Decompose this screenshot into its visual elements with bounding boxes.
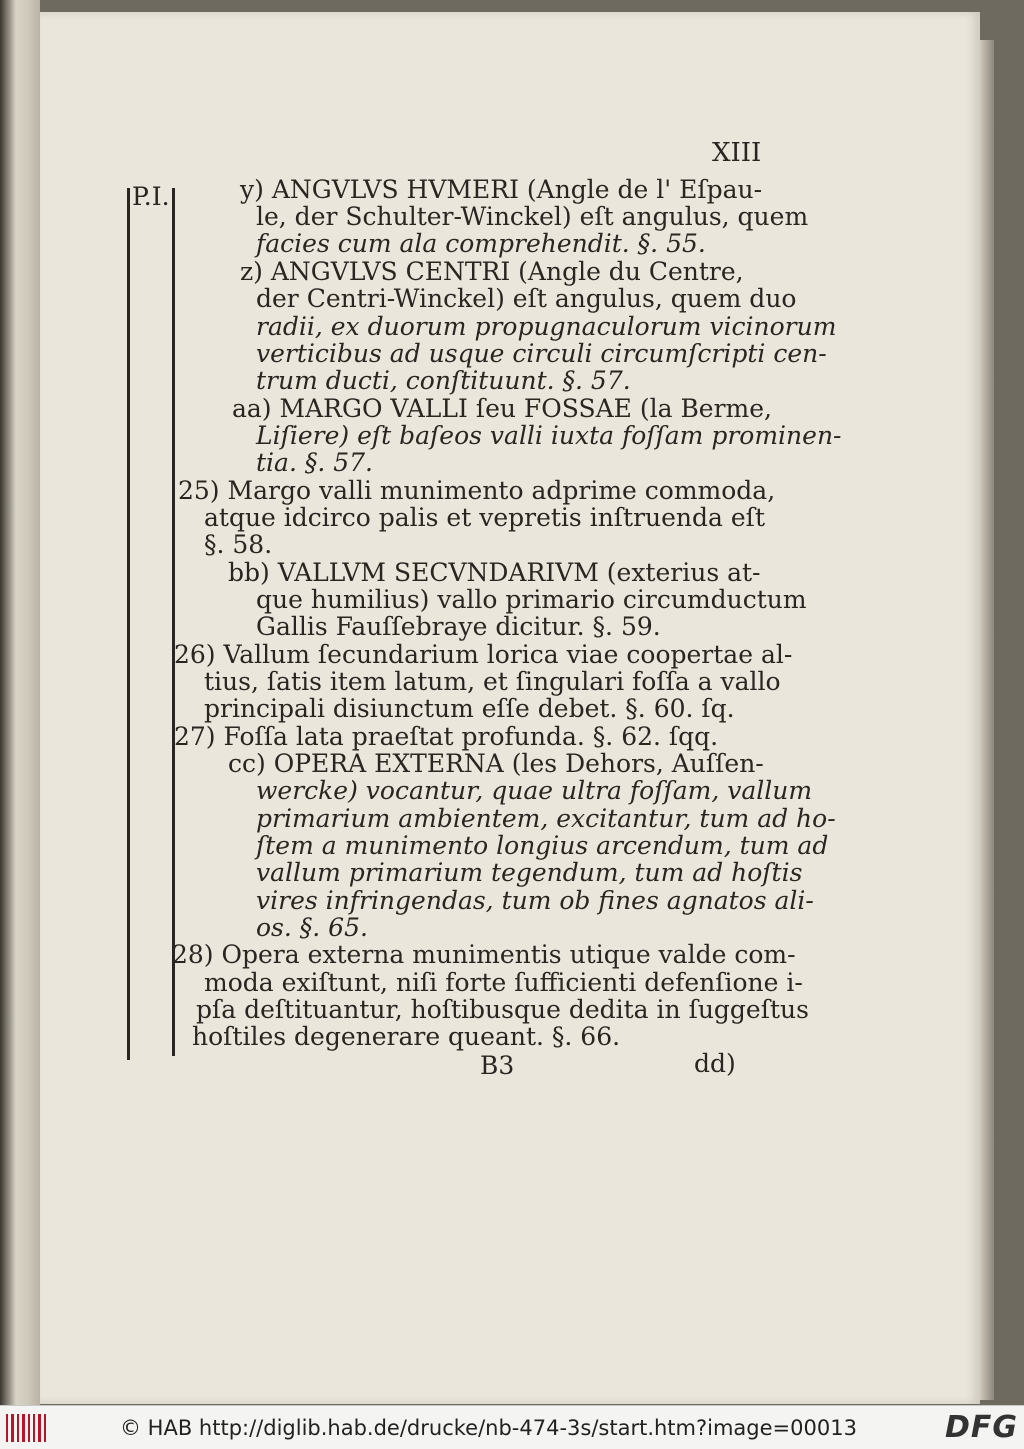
text-line: trum ducti, conſtituunt. §. 57.: [256, 366, 631, 395]
text-line: primarium ambientem, excitantur, tum ad ho-: [256, 804, 836, 833]
text-line: tia. §. 57.: [256, 448, 373, 477]
text-line: le, der Schulter-Winckel) eſt angulus, quem: [256, 202, 809, 231]
text-line: Gallis Fauſſebraye dicitur. §. 59.: [256, 612, 661, 641]
text-line: 27) Foſſa lata praeſtat profunda. §. 62. ſqq.: [174, 722, 719, 751]
text-line: vallum primarium tegendum, tum ad hoſtis: [256, 858, 803, 887]
text-line: y) ANGVLVS HVMERI (Angle de l' Eſpau-: [240, 175, 763, 204]
text-line: hoſtiles degenerare queant. §. 66.: [192, 1022, 621, 1051]
page-number: XIII: [712, 138, 762, 168]
text-line: facies cum ala comprehendit. §. 55.: [256, 229, 706, 258]
text-line: der Centri-Winckel) eſt angulus, quem duo: [256, 284, 797, 313]
text-line: cc) OPERA EXTERNA (les Dehors, Auſſen-: [228, 749, 764, 778]
signature-mark: B3: [480, 1051, 515, 1080]
text-line: os. §. 65.: [256, 913, 368, 942]
text-line: verticibus ad usque circuli circumſcripti cen-: [256, 339, 827, 368]
text-line: atque idcirco palis et vepretis inſtruenda eſt: [204, 503, 765, 532]
text-line: principali disiunctum eſſe debet. §. 60. ſq.: [204, 694, 735, 723]
text-line: vires infringendas, tum ob fines agnatos ali-: [256, 886, 814, 915]
text-line: 25) Margo valli munimento adprime commoda,: [178, 476, 776, 505]
text-line: aa) MARGO VALLI ſeu FOSSAE (la Berme,: [232, 394, 773, 423]
book-binding: [0, 0, 40, 1405]
text-line: 26) Vallum ſecundarium lorica viae coopertae al-: [174, 640, 793, 669]
copyright-link[interactable]: © HAB http://diglib.hab.de/drucke/nb-474-3s/start.htm?image=00013: [120, 1416, 857, 1440]
text-line: moda exiſtunt, niſi forte ſufficienti defenſione i-: [204, 968, 803, 997]
text-line: bb) VALLVM SECVNDARIVM (exterius at-: [228, 558, 761, 587]
text-line: pſa deſtituantur, hoſtibusque dedita in ſuggeſtus: [196, 995, 809, 1024]
text-line: tius, ſatis item latum, et ſingulari foſſa a vallo: [204, 667, 781, 696]
margin-rule-outer: [127, 188, 130, 1060]
text-line: que humilius) vallo primario circumductum: [256, 585, 807, 614]
page-edge: [980, 40, 994, 1400]
text-line: 28) Opera externa munimentis utique valde com-: [172, 940, 796, 969]
text-line: radii, ex duorum propugnaculorum vicinorum: [256, 312, 837, 341]
text-line: wercke) vocantur, quae ultra foſſam, vallum: [256, 776, 813, 805]
viewer-footer: [0, 1405, 1024, 1449]
catchword: dd): [694, 1049, 736, 1078]
text-line: §. 58.: [204, 530, 273, 559]
text-line: z) ANGVLVS CENTRI (Angle du Centre,: [240, 257, 744, 286]
hab-logo-icon: [6, 1414, 46, 1442]
text-line: Liſiere) eſt baſeos valli iuxta foſſam prominen-: [256, 421, 842, 450]
margin-note: P.I.: [132, 182, 170, 211]
text-line: ſtem a munimento longius arcendum, tum ad: [256, 831, 829, 860]
margin-rule-inner: [172, 188, 175, 1056]
dfg-logo: DFG: [944, 1410, 1018, 1445]
